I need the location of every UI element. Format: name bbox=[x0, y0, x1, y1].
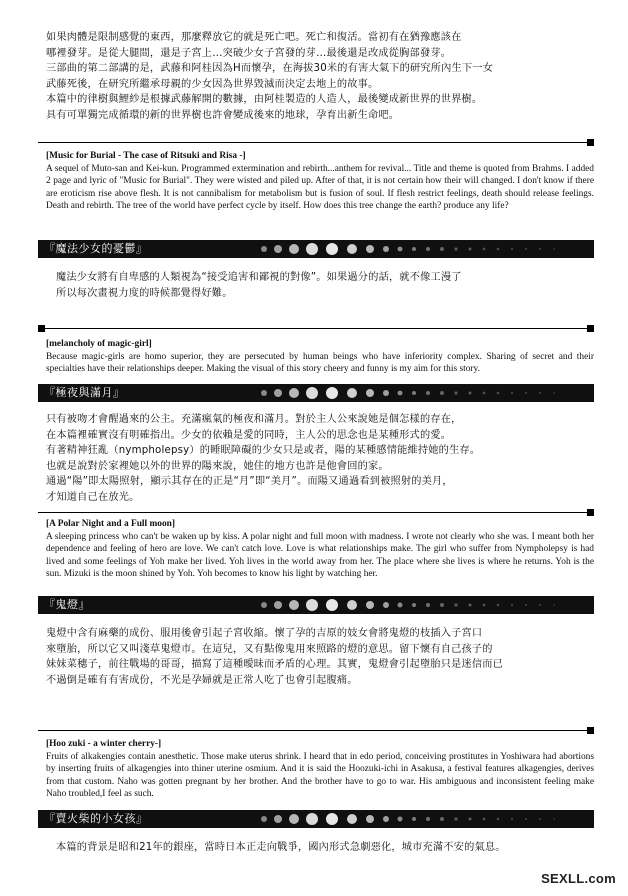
magic-girl-chinese bbox=[46, 270, 604, 301]
intro-line: 本篇中的律樹與鯉紗是根據武藤解開的數據，由阿桂製造的人造人，最後變成新世界的世界樹。 bbox=[46, 94, 483, 106]
section-title: [melancholy of magic-girl] bbox=[46, 339, 152, 349]
dot-decoration bbox=[254, 596, 594, 614]
section-title: [Music for Burial - The case of Ritsuki and Risa -] bbox=[46, 151, 246, 161]
site-watermark: SEXLL.com bbox=[541, 871, 616, 886]
section-body: Fruits of alkakengies contain anesthetic. Those make uterus shrink. I heard that in edo period, conceiving prostitutes in Yoshiwara had abortions by inserting fruits of alkagengies into thiner uterine osmium. And it is said the Hoozuki-ichi in Asakusa, a festival features alkagengies, derives from that custom. Naho was gotten pregnant by her brother. And the brother have to go to war. His ambiguous and inconsistent feeling make Naho troubled,I feel as such. bbox=[46, 751, 594, 800]
intro-line: 具有可單獨完成循環的新的世界樹也許會變成後來的地球，孕育出新生命吧。 bbox=[46, 109, 400, 121]
banner-title: 『鬼燈』 bbox=[44, 598, 90, 611]
section-title: [Hoo zuki - a winter cherry-] bbox=[46, 739, 162, 749]
banner-title: 『賣火柴的小女孩』 bbox=[44, 812, 148, 825]
section-title: [A Polar Night and a Full moon] bbox=[46, 519, 176, 529]
zh-line: 鬼燈中含有麻藥的成份、服用後會引起子宮收縮。懷了孕的吉原的妓女會將鬼燈的枝插入子宮口 bbox=[46, 628, 483, 639]
intro-line: 如果肉體是限制感覺的東西，那麼釋放它的就是死亡吧。死亡和復活。當初有在猶豫應該在 bbox=[46, 32, 462, 43]
section-banner-match-girl bbox=[38, 810, 594, 828]
zh-line: 通過“陽”即太陽照射，顯示其存在的正是“月”即“美月”。而陽又通過看到被照射的美月， bbox=[46, 476, 453, 488]
zh-line: 才知道自己在放光。 bbox=[46, 491, 140, 503]
zh-line: 魔法少女將有自卑感的人類視為“接受追害和鄙視的對像”。如果過分的話，就不像工漫了 bbox=[56, 272, 462, 283]
banner-title: 『魔法少女的憂鬱』 bbox=[44, 242, 148, 255]
zh-line: 只有被吻才會醒過來的公主。充滿瘋氣的極夜和滿月。對於主人公來說她是個怎樣的存在， bbox=[46, 414, 462, 425]
section-divider bbox=[38, 512, 594, 513]
section-banner-magic-girl bbox=[38, 240, 594, 258]
section-banner-polar-night bbox=[38, 384, 594, 402]
zh-line: 不過倒是確有有害成份，不光是孕婦就是正常人吃了也會引起腹痛。 bbox=[46, 674, 358, 686]
dot-decoration bbox=[254, 384, 594, 402]
section-divider bbox=[38, 142, 594, 143]
hoozuki-section bbox=[46, 738, 594, 801]
intro-paragraph bbox=[46, 30, 594, 124]
section-body: A sequel of Muto-san and Kei-kun. Programmed extermination and rebirth...anthem for revival... Title and theme is quoted from Brahms. I added 2 page and lyric of "Music for Burial". They were wisted and piled up. After of that, it is not certain how their will changed. I don't know if there are eroticism rise above flesh. It is not cannibalism for metabolism but is fusion of soul. If flesh restrict feelings, death should release feelings. Death and rebirth. The tree of the world have perfect cycle by itself. How does this tree change the earth? produce any life? bbox=[46, 163, 594, 212]
polar-night-section bbox=[46, 518, 594, 581]
music-for-burial-section bbox=[46, 150, 594, 213]
banner-title: 『極夜與滿月』 bbox=[44, 386, 125, 399]
zh-line: 所以每次畫視力度的時候都覺得好難。 bbox=[56, 287, 233, 299]
dot-decoration bbox=[254, 810, 594, 828]
magic-girl-section bbox=[46, 338, 594, 376]
intro-line: 三部曲的第二部講的是，武藤和阿桂因為H而懷孕，在海拔30米的有害大氣下的研究所內生下一女 bbox=[46, 63, 494, 75]
zh-line: 妹妹菜穗子，前往戰場的哥哥，描寫了這種曖昧而矛盾的心理。其實，鬼燈會引起墮胎只是迷信而已 bbox=[46, 659, 504, 671]
zh-line: 本篇的背景是昭和21年的銀座，當時日本正走向戰爭，國內形式急劇惡化，城市充滿不安的氣息。 bbox=[56, 842, 506, 853]
zh-line: 也就是說對於家裡她以外的世界的陽來說，她住的地方也許是他會回的家。 bbox=[46, 460, 389, 472]
section-divider bbox=[38, 730, 594, 731]
zh-line: 在本篇裡確實沒有明確指出。少女的依賴是愛的同時，主人公的思念也是某種形式的愛。 bbox=[46, 429, 452, 441]
dot-decoration bbox=[254, 240, 594, 258]
section-body: Because magic-girls are homo superior, they are persecuted by human beings who have inferiority complex. Sharing of secret and their specialties have their relationships deeper. Making the visual of this story cheery and funny is my aim for this story. bbox=[46, 351, 594, 375]
section-banner-hoozuki bbox=[38, 596, 594, 614]
intro-line: 哪裡發芽。是從大腿間，還是子宮上…突破少女子宮發的芽…最後還是改成從胸部發芽。 bbox=[46, 47, 452, 59]
section-body: A sleeping princess who can't be waken up by kiss. A polar night and full moon with madness. I wrote not clearly who she was. I meant both her dependence and feeling of hero are love. We can't catch love. Love is what relationships make. The girl who suffer from Nympholepsy is had lived and some feelings of Yoh make her lived. Yoh lives in the world away from her. The place where she lives is where he returns. Yoh is the sun. Mizuki is the moon shined by Yoh. Yoh becomes to know his light by watching her. bbox=[46, 531, 594, 580]
zh-line: 來墮胎，所以它又叫淺草鬼燈市。在這兒，又有點像鬼用來照路的燈的意思。留下懷有自己孩子的 bbox=[46, 643, 493, 655]
match-girl-chinese bbox=[46, 840, 604, 856]
polar-night-chinese bbox=[46, 412, 594, 506]
section-divider bbox=[38, 328, 594, 329]
intro-line: 武藤死後，在研究所繼承母親的少女因為世界毀滅而決定去地上的故事。 bbox=[46, 78, 379, 90]
hoozuki-chinese bbox=[46, 626, 594, 688]
zh-line: 有著精神狂亂（nympholepsy）的睡眠障礙的少女只是或者，陽的某種感情能維持她的生存。 bbox=[46, 445, 481, 457]
